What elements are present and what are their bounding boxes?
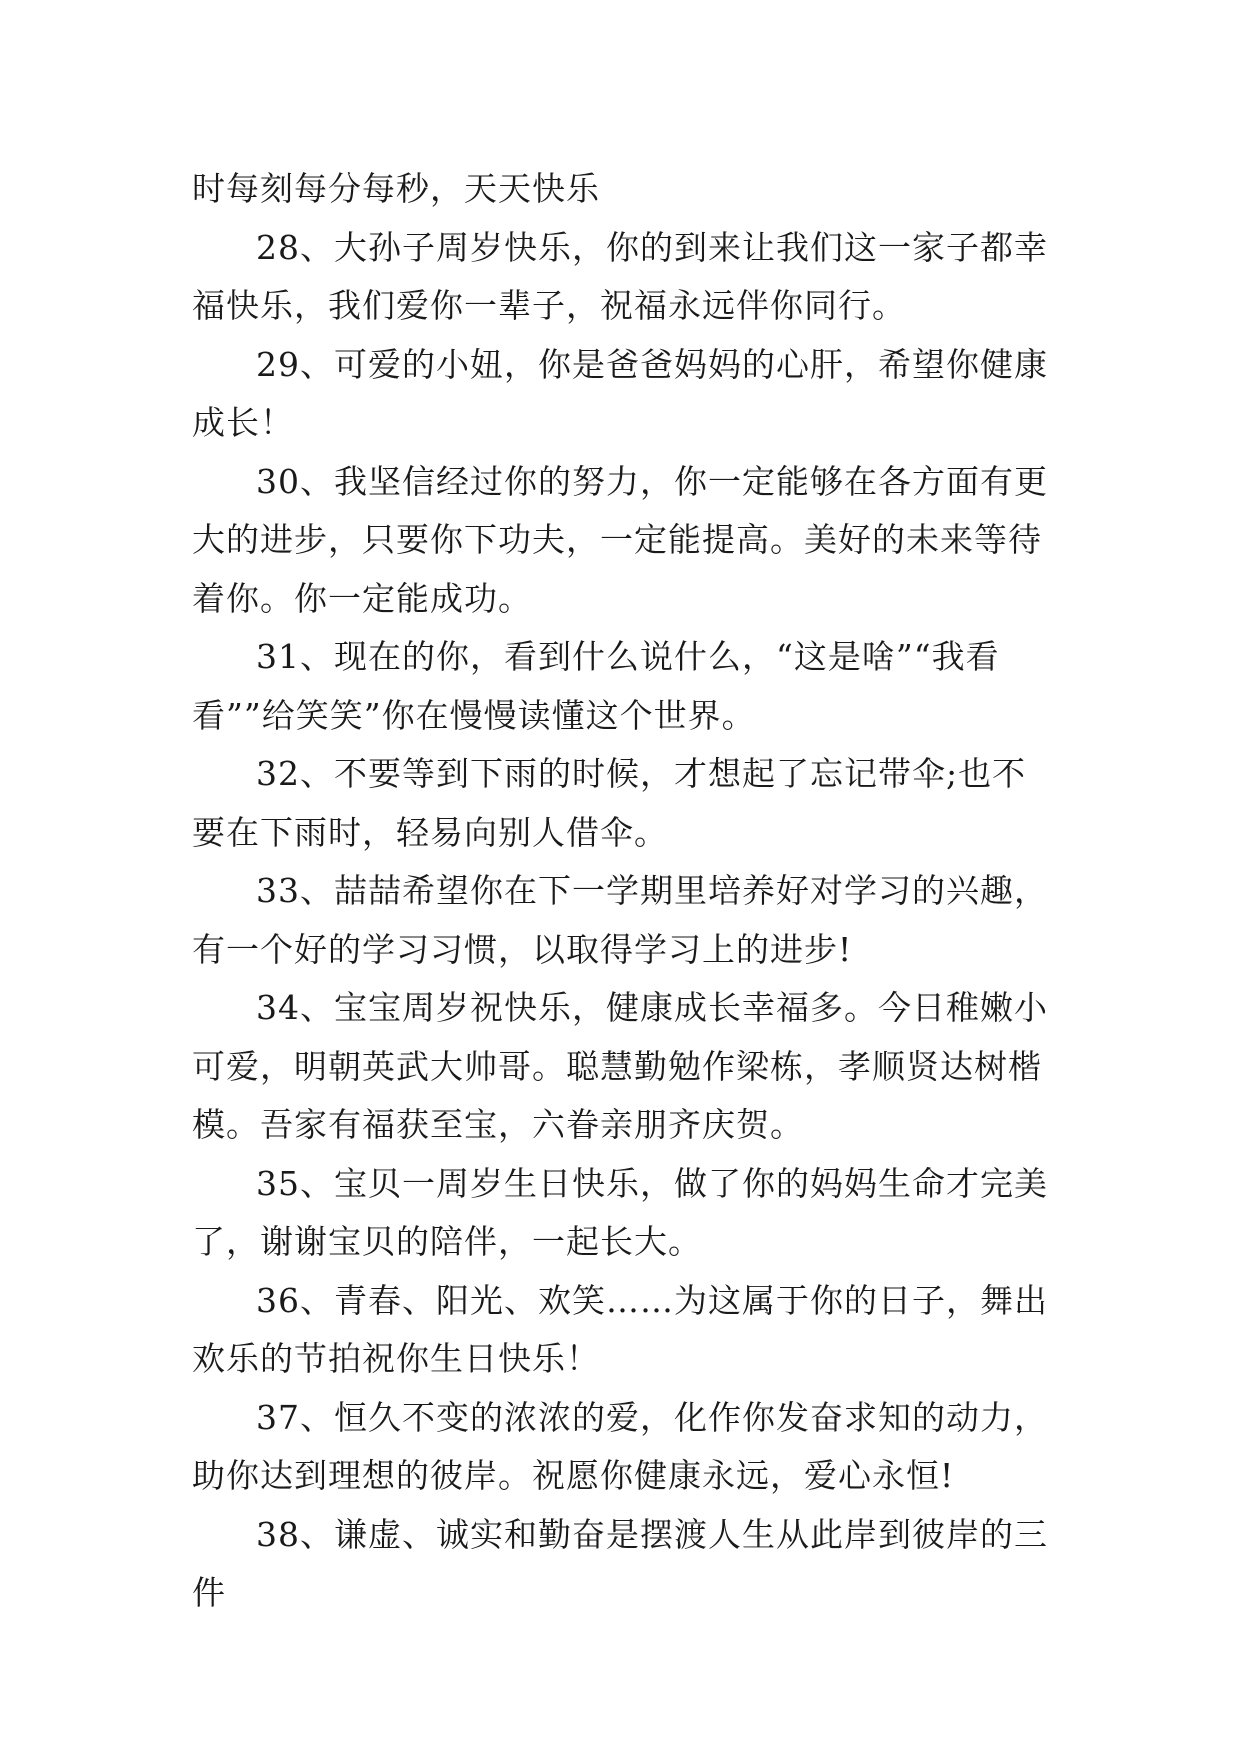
paragraph-37: 37、恒久不变的浓浓的爱，化作你发奋求知的动力，助你达到理想的彼岸。祝愿你健康永远，爱心永恒! [192,1397,1048,1495]
paragraph-33: 33、喆喆希望你在下一学期里培养好对学习的兴趣，有一个好的学习习惯，以取得学习上的进步! [192,871,1048,969]
paragraph-36: 36、青春、阳光、欢笑……为这属于你的日子，舞出欢乐的节拍祝你生日快乐！ [192,1280,1048,1378]
paragraph-31: 31、现在的你，看到什么说什么，“这是啥”“我看看””给笑笑”你在慢慢读懂这个世界。 [192,637,1000,735]
paragraph-30: 30、我坚信经过你的努力，你一定能够在各方面有更大的进步，只要你下功夫，一定能提高。美好的未来等待着你。你一定能成功。 [192,461,1048,618]
paragraph-32: 32、不要等到下雨的时候，才想起了忘记带伞;也不要在下雨时，轻易向别人借伞。 [192,754,1027,852]
paragraph-35: 35、宝贝一周岁生日快乐，做了你的妈妈生命才完美了，谢谢宝贝的陪伴，一起长大。 [192,1163,1048,1261]
paragraph-continuation: 时每刻每分每秒，天天快乐 [192,169,600,208]
paragraph-38: 38、谦虚、诚实和勤奋是摆渡人生从此岸到彼岸的三件 [192,1514,1048,1612]
paragraph-34: 34、宝宝周岁祝快乐，健康成长幸福多。今日稚嫩小可爱，明朝英武大帅哥。聪慧勤勉作梁栋，孝顺贤达树楷模。吾家有福获至宝，六眷亲朋齐庆贺。 [192,988,1048,1144]
document-body [192,160,1052,1623]
paragraph-28: 28、大孙子周岁快乐，你的到来让我们这一家子都幸福快乐，我们爱你一辈子，祝福永远伴你同行。 [192,227,1048,325]
paragraph-29: 29、可爱的小妞，你是爸爸妈妈的心肝，希望你健康成长！ [192,344,1048,442]
